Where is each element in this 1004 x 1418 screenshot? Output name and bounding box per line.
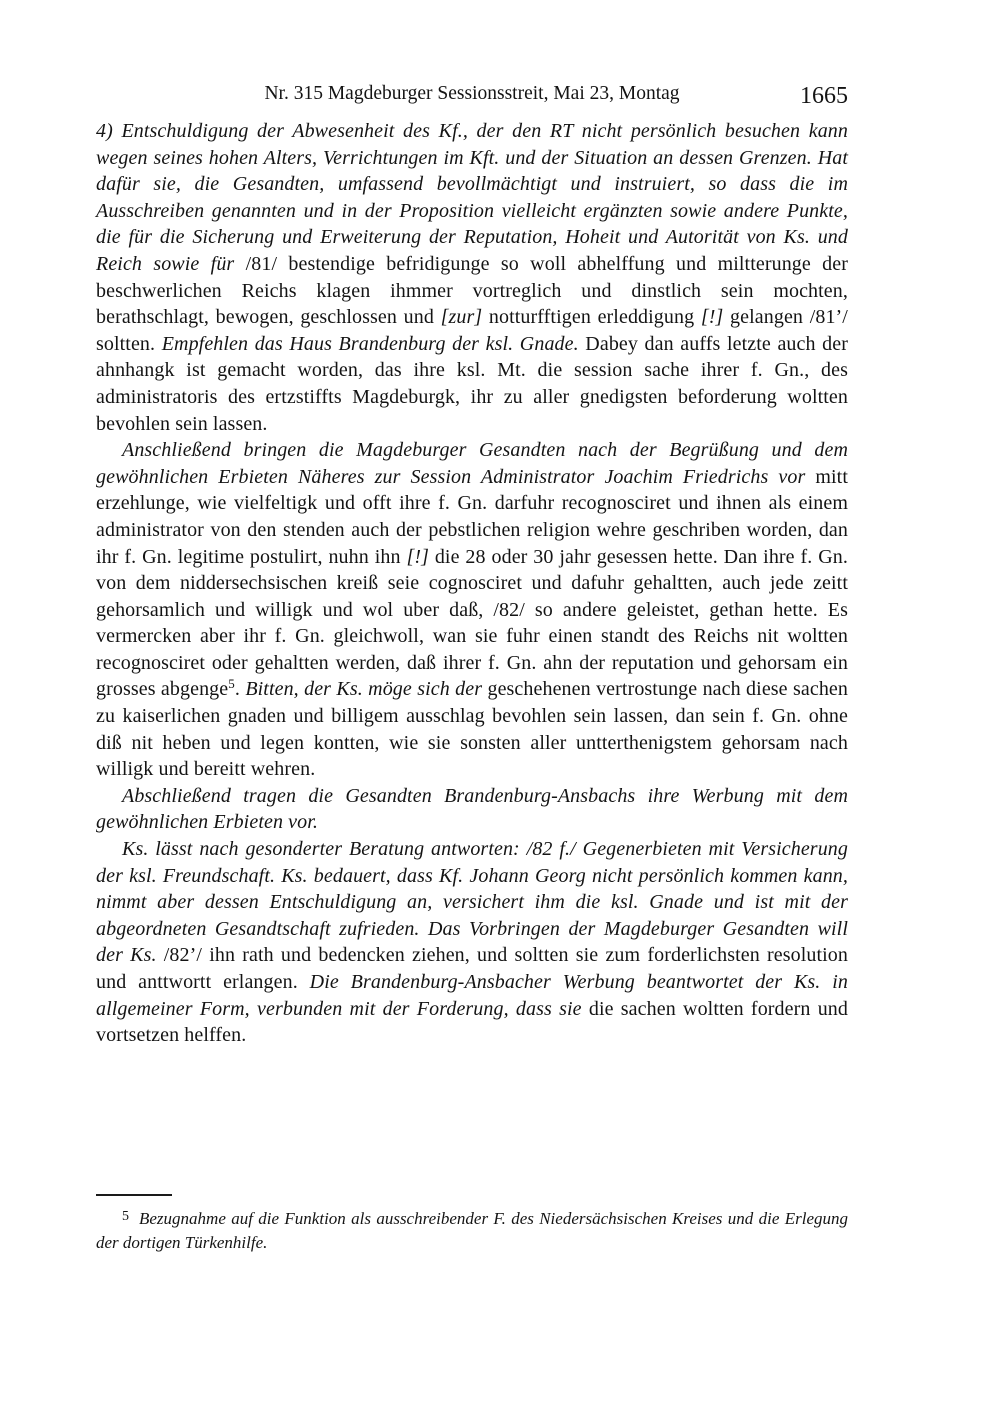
text-segment: Die Brandenburg-Ansbacher Werbung beantwortet der Ks. in allgemeiner Form, verbunden mit der Forderung, dass sie — [96, 971, 848, 1020]
text-segment: 4) Entschuldigung der Abwesenheit des Kf., der den RT nicht persönlich besuchen kann wegen seines hohen Alters, Verrichtungen im Kft. und der Situation an dessen Grenzen. Hat dafür sie, die Gesandten, umfassend bevollmächtigt und instruiert, so dass die im Ausschreiben genannten und in der Proposition vielleicht ergänzten sowie andere Punkte, die für die Sicherung und Erweiterung der Reputation, Hoheit und Autorität von Ks. und Reich sowie für — [96, 120, 848, 275]
text-segment: /81/ bestendige befridigunge so woll abhelffung und miltterunge der beschwerlichen Reichs klagen ihmmer vortreglich und dinstlich sein mochten, berathschlagt, bewogen, geschlossen und — [96, 252, 849, 329]
footnote-separator — [96, 1194, 172, 1196]
running-title: Nr. 315 Magdeburger Sessionsstreit, Mai 23, Montag — [264, 83, 680, 104]
text-segment: Anschließend bringen die Magdeburger Gesandten nach der Begrüßung und dem gewöhnlichen Erbieten Näheres zur Session Administrator Joachim Friedrichs vor — [96, 439, 848, 488]
footnote-section — [96, 1194, 848, 1254]
text-segment: [!] — [406, 545, 435, 568]
text-segment: geschehenen vertrostunge nach diese sachen zu kaiserlichen gnaden und billigem ausschlag bevohlen sein lassen, dan sein f. Gn. ohne diß nit heben und legen kontten, wie sie sonsten aller untterthenigstem gehorsam nach willigk und bereitt wehren. — [96, 678, 849, 781]
text-segment: Bitten, der Ks. möge sich der — [245, 678, 488, 701]
text-segment: notturfftigen erleddigung — [488, 306, 701, 329]
paragraph — [96, 783, 848, 836]
footnote-marker: 5 — [122, 1209, 129, 1224]
text-segment: Dabey dan auffs letzte auch der ahnhangk ist gemacht worden, das ihre ksl. Mt. die session sache ihrer f. Gn., des administratoris des ertzstiffts Magdeburgk, ihr zu aller gnedigsten beforderung woltten bevohlen sein lassen. — [96, 332, 848, 435]
footnote-reference: 5 — [228, 676, 235, 692]
paragraph — [96, 836, 848, 1049]
text-segment: /82’/ ihn rath und bedencken ziehen, und soltten sie zum forderlichsten resolution und anttwortt erlangen. — [96, 944, 848, 993]
footnote-text: Bezugnahme auf die Funktion als ausschreibender F. des Niedersächsischen Kreises und die Erlegung der dortigen Türkenhilfe. — [96, 1209, 848, 1252]
text-segment: mitt erzehlunge, wie vielfeltigk und offt ihre f. Gn. darfuhr recognosciret und ihnen als einem administrator von den stenden auch der pebstlichen religion wehre geschriben worden, dan ihr f. Gn. legitime postulirt, nuhn ihn — [96, 465, 848, 568]
page-number: 1665 — [800, 83, 848, 109]
text-segment: die 28 oder 30 jahr gesessen hette. Dan ihre f. Gn. von dem niddersechsischen kreiß seie cognosciret und dafuhr gehaltten, auch jede zeitt gehorsamlich und willigk und wol uber daß, /82/ so andere geleistet, gethan hette. Es vermercken aber ihr f. Gn. gleichwoll, wan sie fuhr einen standt des Reichs nit woltten recognosciret oder gehaltten werden, daß ihrer f. Gn. ahn der reputation und gehorsam ein grosses abgenge — [96, 545, 848, 701]
text-segment: Empfehlen das Haus Brandenburg der ksl. Gnade. — [161, 332, 586, 355]
text-segment: die sachen woltten fordern und vortsetzen helffen. — [96, 997, 849, 1047]
text-segment: gelangen /81’/ soltten. — [96, 306, 848, 355]
text-segment: . — [234, 678, 246, 701]
footnote — [96, 1205, 848, 1254]
text-segment: Abschließend tragen die Gesandten Brandenburg-Ansbachs ihre Werbung mit dem gewöhnlichen Erbieten vor. — [96, 784, 848, 834]
text-segment: [!] — [700, 306, 731, 329]
text-segment: Ks. lässt nach gesonderter Beratung antworten: /82 f./ Gegenerbieten mit Versicherung der ksl. Freundschaft. Ks. bedauert, dass Kf. Johann Georg nicht persönlich kommen kann, nimmt aber dessen Entschuldigung an, versichert ihm die ksl. Gnade und ist mit der abgeordneten Gesandtschaft zufrieden. Das Vorbringen der Magdeburger Gesandten will der Ks. — [96, 838, 848, 967]
text-segment: [zur] — [440, 306, 489, 329]
paragraph — [96, 118, 848, 437]
page-header — [96, 74, 848, 109]
paragraph — [96, 437, 848, 783]
text-body — [96, 118, 848, 1049]
